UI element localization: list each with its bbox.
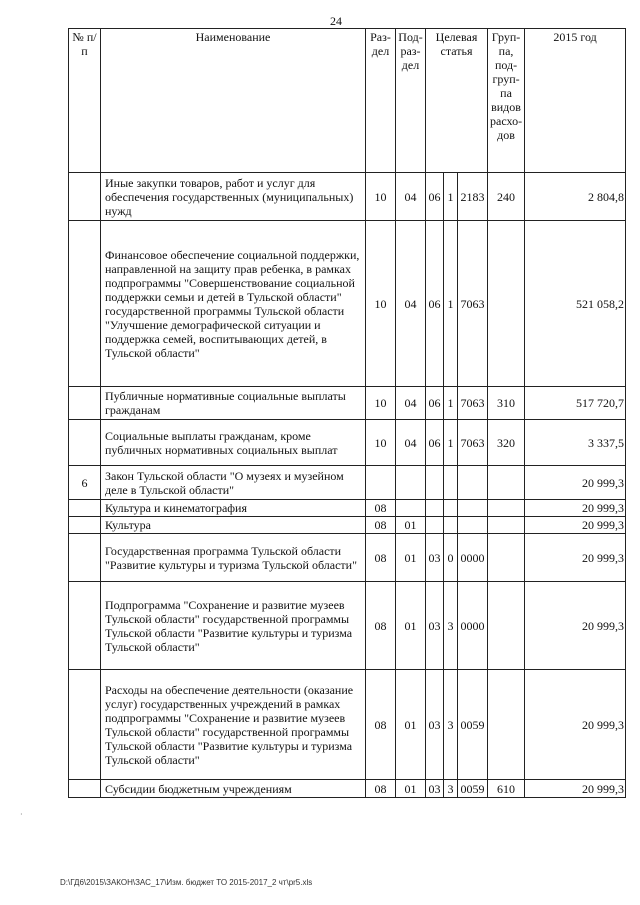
row-num (69, 173, 101, 221)
row-target-part2 (444, 466, 458, 500)
row-num (69, 420, 101, 466)
row-group: 610 (488, 780, 525, 798)
row-target-part3: 7063 (458, 387, 488, 420)
row-amount: 20 999,3 (525, 500, 626, 517)
row-podrazdel: 04 (396, 420, 426, 466)
row-target-part2 (444, 517, 458, 534)
row-num (69, 670, 101, 780)
row-target-part1: 06 (426, 420, 444, 466)
row-amount: 20 999,3 (525, 466, 626, 500)
row-razdel: 10 (366, 173, 396, 221)
row-group: 240 (488, 173, 525, 221)
margin-mark: · (20, 810, 23, 819)
row-target-part3: 0059 (458, 780, 488, 798)
table-body (69, 173, 626, 798)
row-target-part2: 1 (444, 221, 458, 387)
row-amount: 521 058,2 (525, 221, 626, 387)
row-target-part3 (458, 500, 488, 517)
header-group: Груп-па, под-груп-па видов расхо-дов (488, 29, 525, 173)
row-podrazdel: 04 (396, 173, 426, 221)
row-group (488, 466, 525, 500)
row-podrazdel: 01 (396, 582, 426, 670)
row-amount: 20 999,3 (525, 534, 626, 582)
row-target-part3 (458, 517, 488, 534)
row-target-part2: 1 (444, 173, 458, 221)
row-amount: 20 999,3 (525, 670, 626, 780)
row-razdel: 08 (366, 582, 396, 670)
header-razdel: Раз-дел (366, 29, 396, 173)
row-target-part1: 03 (426, 582, 444, 670)
row-name: Финансовое обеспечение социальной поддержки, направленной на защиту прав ребенка, в рамках подпрограммы "Совершенствование социальной поддержки семьи и детей в Тульской области" государственной программы Тульской области "Улучшение демографической ситуации и поддержка семей, воспитывающих детей, в Тульской области" (101, 221, 366, 387)
row-target-part2: 3 (444, 780, 458, 798)
row-target-part3: 0000 (458, 582, 488, 670)
table-row (69, 534, 626, 582)
row-name: Публичные нормативные социальные выплаты гражданам (101, 387, 366, 420)
row-razdel: 08 (366, 780, 396, 798)
row-podrazdel: 01 (396, 517, 426, 534)
table-row (69, 173, 626, 221)
row-name: Подпрограмма "Сохранение и развитие музеев Тульской области" государственной программы Тульской области "Развитие культуры и туризма Тульской области" (101, 582, 366, 670)
row-razdel: 10 (366, 420, 396, 466)
row-razdel: 08 (366, 500, 396, 517)
row-target-part3: 0059 (458, 670, 488, 780)
row-amount: 517 720,7 (525, 387, 626, 420)
row-name: Культура и кинематография (101, 500, 366, 517)
table-row (69, 387, 626, 420)
table-header-row (69, 29, 626, 173)
row-group: 310 (488, 387, 525, 420)
row-target-part1: 06 (426, 387, 444, 420)
row-podrazdel: 04 (396, 221, 426, 387)
row-group (488, 670, 525, 780)
row-target-part1 (426, 466, 444, 500)
row-target-part3: 7063 (458, 420, 488, 466)
row-name: Государственная программа Тульской области "Развитие культуры и туризма Тульской области" (101, 534, 366, 582)
row-num (69, 387, 101, 420)
row-name: Культура (101, 517, 366, 534)
header-name: Наименование (101, 29, 366, 173)
row-target-part3: 0000 (458, 534, 488, 582)
row-amount: 2 804,8 (525, 173, 626, 221)
row-target-part2: 1 (444, 420, 458, 466)
row-target-part3: 2183 (458, 173, 488, 221)
row-target-part2: 3 (444, 582, 458, 670)
row-group (488, 500, 525, 517)
row-target-part2: 1 (444, 387, 458, 420)
row-group (488, 221, 525, 387)
row-target-part1: 03 (426, 670, 444, 780)
row-target-part1 (426, 500, 444, 517)
row-podrazdel: 04 (396, 387, 426, 420)
table-row (69, 670, 626, 780)
row-target-part2: 0 (444, 534, 458, 582)
header-target: Целевая статья (426, 29, 488, 173)
row-num (69, 780, 101, 798)
row-num (69, 500, 101, 517)
row-num (69, 221, 101, 387)
table-row (69, 780, 626, 798)
row-group: 320 (488, 420, 525, 466)
row-name: Социальные выплаты гражданам, кроме публичных нормативных социальных выплат (101, 420, 366, 466)
row-num (69, 582, 101, 670)
row-podrazdel: 01 (396, 534, 426, 582)
row-target-part1: 06 (426, 221, 444, 387)
row-amount: 20 999,3 (525, 582, 626, 670)
row-target-part3 (458, 466, 488, 500)
row-podrazdel: 01 (396, 780, 426, 798)
row-name: Иные закупки товаров, работ и услуг для обеспечения государственных (муниципальных) нужд (101, 173, 366, 221)
header-num: № п/п (69, 29, 101, 173)
row-num (69, 534, 101, 582)
row-target-part1: 03 (426, 534, 444, 582)
row-podrazdel (396, 500, 426, 517)
row-razdel: 10 (366, 387, 396, 420)
row-target-part1 (426, 517, 444, 534)
table-row (69, 466, 626, 500)
row-podrazdel (396, 466, 426, 500)
row-amount: 20 999,3 (525, 780, 626, 798)
row-target-part3: 7063 (458, 221, 488, 387)
row-target-part1: 06 (426, 173, 444, 221)
row-group (488, 582, 525, 670)
table-row (69, 582, 626, 670)
file-path-footer: D:\ГД6\2015\ЗАКОН\ЗАС_17\Изм. бюджет ТО 2015-2017_2 чт\pr5.xls (60, 878, 313, 887)
row-name: Субсидии бюджетным учреждениям (101, 780, 366, 798)
budget-table (68, 28, 626, 798)
row-amount: 3 337,5 (525, 420, 626, 466)
row-amount: 20 999,3 (525, 517, 626, 534)
row-target-part2: 3 (444, 670, 458, 780)
row-razdel (366, 466, 396, 500)
row-razdel: 08 (366, 534, 396, 582)
row-target-part1: 03 (426, 780, 444, 798)
table-row (69, 420, 626, 466)
table-row (69, 517, 626, 534)
row-name: Закон Тульской области "О музеях и музейном деле в Тульской области" (101, 466, 366, 500)
row-razdel: 08 (366, 517, 396, 534)
header-year: 2015 год (525, 29, 626, 173)
row-podrazdel: 01 (396, 670, 426, 780)
header-podrazdel: Под-раз-дел (396, 29, 426, 173)
row-num: 6 (69, 466, 101, 500)
row-razdel: 10 (366, 221, 396, 387)
row-group (488, 517, 525, 534)
table-row (69, 221, 626, 387)
row-razdel: 08 (366, 670, 396, 780)
row-target-part2 (444, 500, 458, 517)
row-name: Расходы на обеспечение деятельности (оказание услуг) государственных учреждений в рамках подпрограммы "Сохранение и развитие музеев Тульской области" государственной программы Тульской области "Развитие культуры и туризма Тульской области" (101, 670, 366, 780)
row-num (69, 517, 101, 534)
row-group (488, 534, 525, 582)
table-row (69, 500, 626, 517)
page-number: 24 (330, 14, 342, 28)
